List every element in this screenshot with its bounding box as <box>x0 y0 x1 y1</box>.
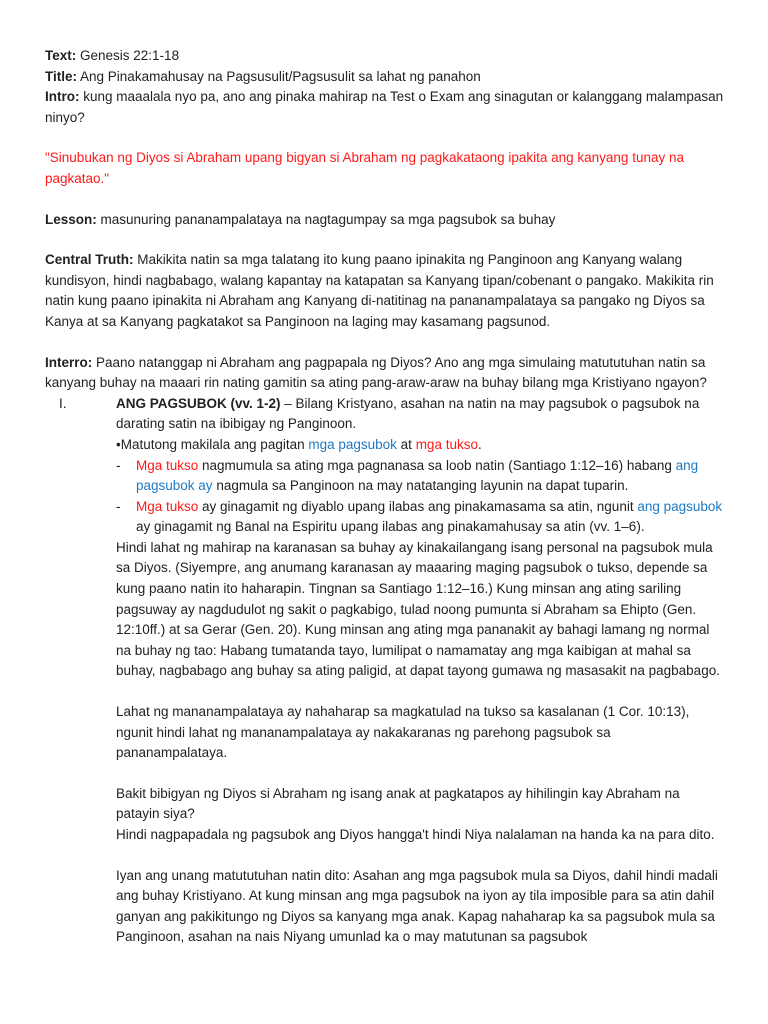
dash-marker: - <box>116 498 121 514</box>
section-heading <box>116 394 725 435</box>
title-label: Title: <box>45 68 78 84</box>
bullet-end: . <box>477 436 482 452</box>
central-truth-value: Makikita natin sa mga talatang ito kung paano ipinakita ng Panginoon ang Kanyang walang kundisyon, hindi nagbabago, walang kapantay na katapatan sa Kanyang tipan/cobenant o pangako. Makikita rin natin kung paano ipinakita ni Abraham ang Kanyang di-natitinag na pananampalataya sa pangako ng Diyos sa Kanya at sa Kanyang pagkatakot sa Panginoon na laging may kasamang pagsunod. <box>45 252 714 329</box>
dash1-end: nagmula sa Panginoon na may natatanging layunin na dapat tuparin. <box>212 478 629 494</box>
text-line <box>45 46 725 67</box>
dash-marker: - <box>116 457 121 473</box>
dash2-tukso: Mga tukso <box>136 498 199 514</box>
document-page <box>45 46 725 948</box>
bullet-term-pagsubok: mga pagsubok <box>308 436 397 452</box>
section-number: I. <box>59 395 67 411</box>
dash-item-2-text <box>136 497 725 538</box>
interro-value: Paano natanggap ni Abraham ang pagpapala ng Diyos? Ano ang mga simulaing matututuhan natin sa kanyang buhay na maaari rin nating gamitin sa ating pang-araw-araw na buhay bilang mga Kristiyano ngayon? <box>45 354 707 391</box>
paragraph-3a: Bakit bibigyan ng Diyos si Abraham ng isang anak at pagkatapos ay hihilingin kay Abraham na patayin siya? <box>116 785 680 822</box>
dash2-end: ay ginagamit ng Banal na Espiritu upang ilabas ang pinakamahusay sa atin (vv. 1–6). <box>136 519 645 535</box>
section-1 <box>45 394 725 948</box>
paragraph-3b: Hindi nagpapadala ng pagsubok ang Diyos hangga't hindi Niya nalalaman na handa ka na para dito. <box>116 827 715 842</box>
dash2-pagsubok: ang pagsubok <box>637 498 723 514</box>
dash-item-1 <box>116 456 725 497</box>
intro-line <box>45 87 725 128</box>
interro <box>45 353 725 394</box>
bullet-prefix: •Matutong makilala ang pagitan <box>116 436 309 452</box>
paragraph-4: Iyan ang unang matututuhan natin dito: Asahan ang mga pagsubok mula sa Diyos, dahil hindi madali ang buhay Kristiyano. At kung minsan ang mga pagsubok na iyon ay tila imposible para sa atin dahil ganyan ang pakikitungo ng Diyos sa kanyang mga anak. Kapag nahaharap ka sa pagsubok mula sa Panginoon, asahan na nais Niyang umunlad ka o may matutunan sa pagsubok <box>116 867 718 945</box>
lesson-line <box>45 210 725 231</box>
dash-item-2 <box>116 497 725 538</box>
dash2-mid: ay ginagamit ng diyablo upang ilabas ang pinakamasama sa atin, ngunit <box>198 498 638 514</box>
title-value: Ang Pinakamahusay na Pagsusulit/Pagsusulit sa lahat ng panahon <box>77 68 481 84</box>
intro-label: Intro: <box>45 89 80 105</box>
central-truth <box>45 250 725 332</box>
text-value: Genesis 22:1-18 <box>76 48 180 63</box>
dash-item-1-text <box>136 456 725 497</box>
bullet-term-tukso: mga tukso <box>415 436 478 452</box>
quote: "Sinubukan ng Diyos si Abraham upang bigyan si Abraham ng pagkakataong ipakita ang kanyang tunay na pagkatao." <box>45 150 684 186</box>
interro-label: Interro: <box>45 354 93 370</box>
central-truth-label: Central Truth: <box>45 252 134 268</box>
dash1-pagsubok: ang pagsubok ay <box>136 457 699 494</box>
intro-value: kung maaalala nyo pa, ano ang pinaka mahirap na Test o Exam ang sinagutan or kalanggang malampasan ninyo? <box>45 89 724 125</box>
section-heading-rest: – Bilang Kristyano, asahan na natin na may pagsubok o pagsubok na darating satin na ibibigay ng Panginoon. <box>116 395 700 432</box>
text-label: Text: <box>45 48 77 63</box>
distinguish-bullet <box>116 435 725 456</box>
section-heading-bold: ANG PAGSUBOK (vv. 1-2) <box>116 395 281 411</box>
dash1-tukso: Mga tukso <box>136 457 199 473</box>
title-line <box>45 67 725 88</box>
lesson-label: Lesson: <box>45 211 97 227</box>
dash1-mid: nagmumula sa ating mga pagnanasa sa loob natin (Santiago 1:12–16) habang <box>198 457 676 473</box>
lesson-value: masunuring pananampalataya na nagtagumpay sa mga pagsubok sa buhay <box>96 211 556 227</box>
paragraph-2: Lahat ng mananampalataya ay nahaharap sa magkatulad na tukso sa kasalanan (1 Cor. 10:13), ngunit hindi lahat ng mananampalataya ay nakakaranas ng parehong pagsubok sa pananampalataya. <box>116 704 690 761</box>
bullet-mid: at <box>396 436 416 452</box>
paragraph-1: Hindi lahat ng mahirap na karanasan sa buhay ay kinakailangang isang personal na pagsubok mula sa Diyos. (Siyempre, ang anumang karanasan ay maaaring maging pagsubok o tukso, depende sa kung paano natin ito haharapin. Tingnan sa Santiago 1:12–16.) Kung minsan ang ating sariling pagsuway ay nagdudulot ng sakit o pagkabigo, tulad noong pumunta si Abraham sa Ehipto (Gen. 12:10ff.) at sa Gerar (Gen. 20). Kung minsan ang ating mga pananakit ay bahagi lamang ng normal na buhay ng tao: Habang tumatanda tayo, lumilipat o namamatay ang mga kaibigan at mahal sa buhay, nagbabago ang buhay sa ating paligid, at dapat tayong gumawa ng masasakit na pagbabago. <box>116 539 720 679</box>
